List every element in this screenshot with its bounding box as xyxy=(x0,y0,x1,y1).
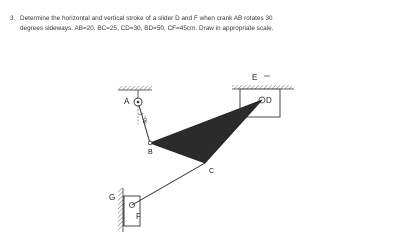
label-e: E xyxy=(252,73,258,82)
angle-arc xyxy=(138,113,143,114)
label-a: A xyxy=(124,97,130,106)
ground-hatch-g xyxy=(118,188,123,230)
ground-hatch-a xyxy=(118,86,152,90)
label-g: G xyxy=(109,193,116,202)
label-b: B xyxy=(148,149,153,156)
pin-b xyxy=(148,141,152,145)
pin-a-center xyxy=(137,101,140,104)
link-cf xyxy=(132,163,205,205)
label-c: C xyxy=(209,168,215,175)
label-f: F xyxy=(136,212,141,221)
ground-hatch-e xyxy=(232,85,292,89)
triangle-bcd xyxy=(150,100,262,163)
label-angle: 30° xyxy=(142,115,150,125)
label-d: D xyxy=(266,96,272,105)
problem-text-line-1: Determine the horizontal and vertical stroke of a slider D and F when crank AB rotates 30 xyxy=(20,15,273,22)
problem-text-line-2: degrees sideways. AB=20, BC=25, CD=30, BD=50, CF=45cm. Draw in appropriate scale. xyxy=(20,25,274,32)
problem-number: 3. xyxy=(10,15,16,22)
slider-f xyxy=(124,196,140,226)
